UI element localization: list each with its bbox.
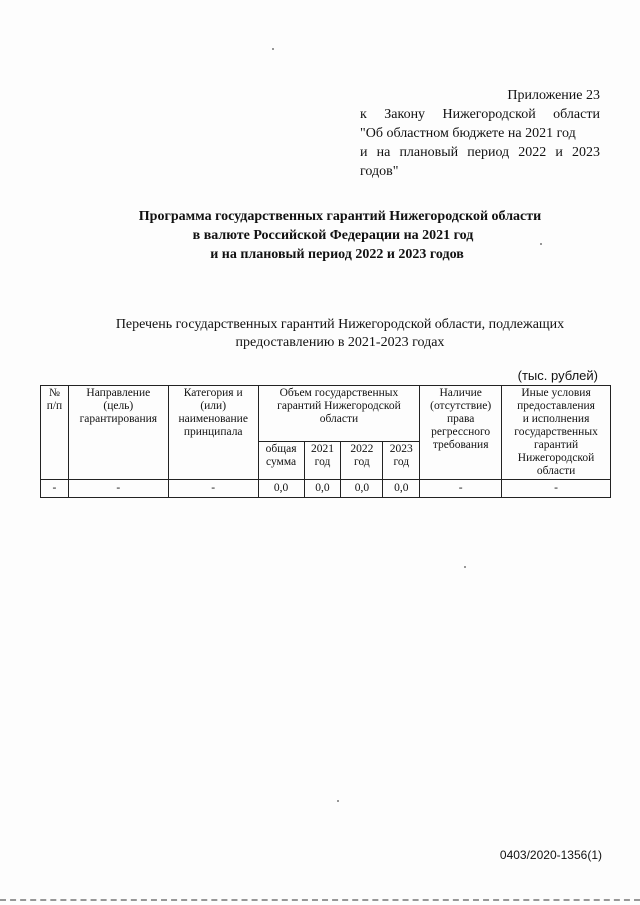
annex-reference — [360, 86, 600, 181]
header-num: № п/п — [41, 386, 69, 480]
caption-line: Перечень государственных гарантий Нижегородской области, подлежащих — [115, 317, 565, 332]
header-volume: Объем государственных гарантий Нижегородской области — [258, 386, 420, 442]
cell-total: 0,0 — [258, 480, 304, 498]
annex-word: 2022 — [518, 145, 547, 160]
cell-2021: 0,0 — [304, 480, 341, 498]
title-line: и на плановый период 2022 и 2023 годов — [210, 247, 464, 262]
table-row — [41, 480, 611, 498]
annex-word: Закону — [384, 107, 426, 122]
header-category: Категория и (или) наименование принципала — [168, 386, 258, 480]
header-direction: Направление (цель) гарантирования — [68, 386, 168, 480]
cell-2022: 0,0 — [341, 480, 383, 498]
cell-conditions: - — [502, 480, 611, 498]
document-title — [40, 207, 640, 264]
table-caption — [40, 316, 640, 352]
scan-speck — [337, 800, 339, 802]
annex-period-line — [360, 143, 600, 162]
annex-law-line — [360, 105, 600, 124]
caption-line: предоставлению в 2021-2023 годах — [235, 335, 445, 350]
annex-word: области — [553, 107, 600, 122]
header-conditions: Иные условия предоставления и исполнения государственных гарантий Нижегородской области — [502, 386, 611, 480]
document-code: 0403/2020-1356(1) — [499, 848, 602, 862]
header-year-2023: 2023 год — [383, 441, 420, 479]
header-total-sum: общая сумма — [258, 441, 304, 479]
title-line: в валюте Российской Федерации на 2021 год — [192, 228, 474, 243]
units-label: (тыс. рублей) — [517, 368, 598, 383]
header-year-2021: 2021 год — [304, 441, 341, 479]
cell-direction: - — [68, 480, 168, 498]
annex-word: период — [467, 145, 510, 160]
scan-speck — [272, 48, 274, 50]
annex-number: Приложение 23 — [507, 88, 600, 103]
cell-category: - — [168, 480, 258, 498]
annex-budget-line: "Об областном бюджете на 2021 год — [360, 126, 576, 141]
scan-speck — [464, 566, 466, 568]
scan-edge-line — [0, 899, 640, 901]
annex-word: Нижегородской — [442, 107, 536, 122]
annex-years-line: годов" — [360, 164, 399, 179]
header-regress: Наличие (отсутствие) права регрессного требования — [420, 386, 502, 480]
cell-num: - — [41, 480, 69, 498]
title-line: Программа государственных гарантий Нижегородской области — [138, 209, 542, 224]
annex-word: плановый — [399, 145, 459, 160]
annex-word: на — [376, 145, 391, 160]
annex-word: и — [555, 145, 563, 160]
scan-speck — [540, 243, 542, 245]
guarantees-table — [40, 385, 611, 498]
cell-2023: 0,0 — [383, 480, 420, 498]
cell-regress: - — [420, 480, 502, 498]
header-year-2022: 2022 год — [341, 441, 383, 479]
annex-word: к — [360, 107, 367, 122]
annex-word: 2023 — [572, 145, 600, 160]
annex-word: и — [360, 145, 368, 160]
